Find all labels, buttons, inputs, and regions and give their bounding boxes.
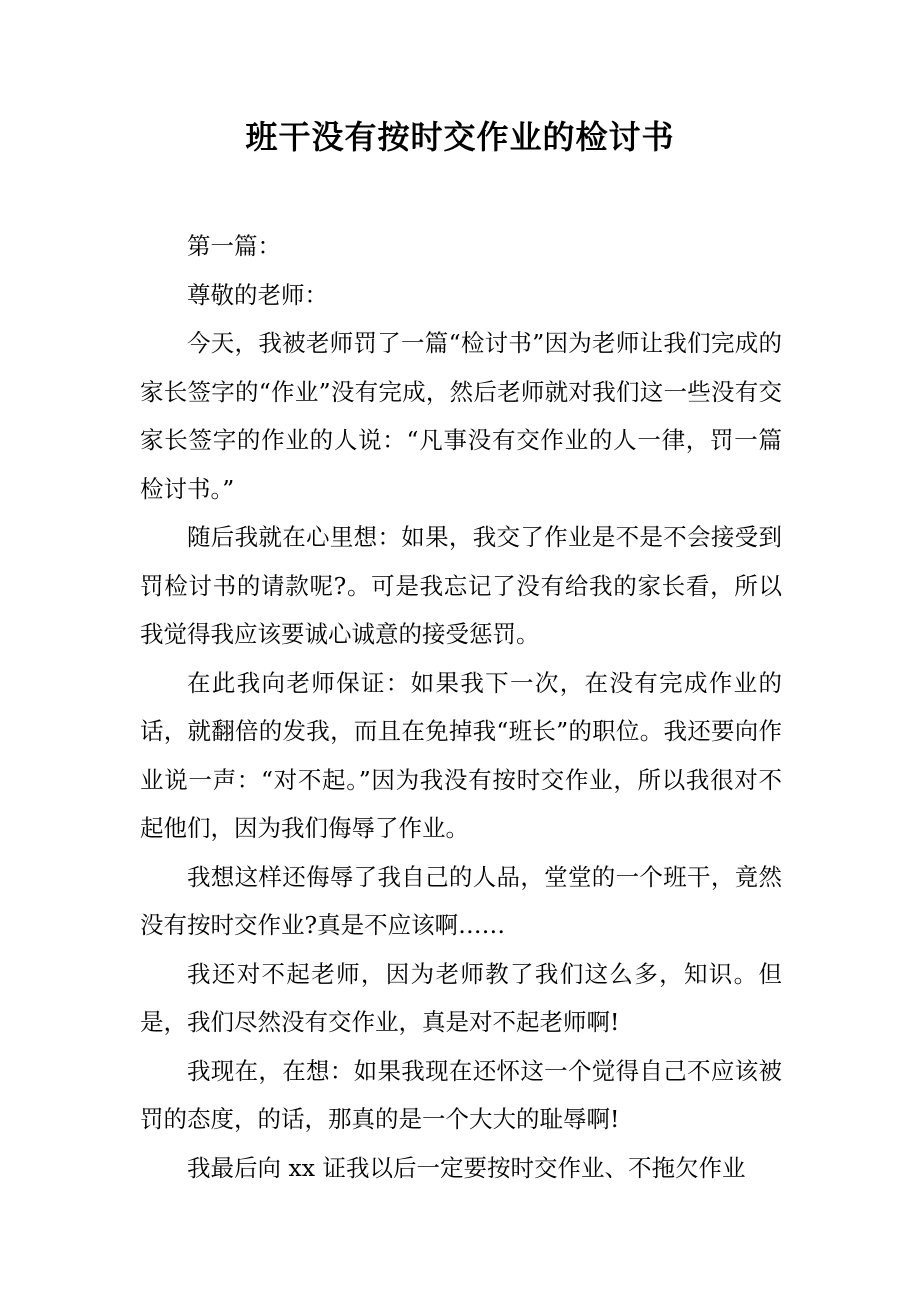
paragraph: 我还对不起老师，因为老师教了我们这么多，知识。但是，我们尽然没有交作业，真是对不起老师啊! (140, 959, 782, 1036)
document-body (140, 222, 782, 1192)
paragraph: 我最后向 xx 证我以后一定要按时交作业、不拖欠作业 (187, 1153, 746, 1182)
document-title: 班干没有按时交作业的检讨书 (245, 118, 675, 156)
paragraph: 我现在，在想：如果我现在还怀这一个觉得自己不应该被罚的态度，的话，那真的是一个大大的耻辱啊! (140, 1056, 782, 1133)
paragraph: 随后我就在心里想：如果，我交了作业是不是不会接受到罚检讨书的请款呢?。可是我忘记了没有给我的家长看，所以我觉得我应该要诚心诚意的接受惩罚。 (140, 523, 782, 648)
paragraph-salutation: 尊敬的老师： (187, 280, 328, 309)
paragraph: 我想这样还侮辱了我自己的人品，堂堂的一个班干，竟然没有按时交作业?真是不应该啊…… (140, 862, 782, 939)
paragraph: 今天，我被老师罚了一篇“检讨书”因为老师让我们完成的家长签字的“作业”没有完成，然后老师就对我们这一些没有交家长签字的作业的人说：“凡事没有交作业的人一律，罚一篇检讨书。” (140, 329, 782, 503)
paragraph-heading: 第一篇： (187, 232, 281, 260)
paragraph: 在此我向老师保证：如果我下一次，在没有完成作业的话，就翻倍的发我，而且在免掉我“班长”的职位。我还要向作业说一声：“对不起。”因为我没有按时交作业，所以我很对不起他们，因为我们侮辱了作业。 (140, 668, 782, 842)
